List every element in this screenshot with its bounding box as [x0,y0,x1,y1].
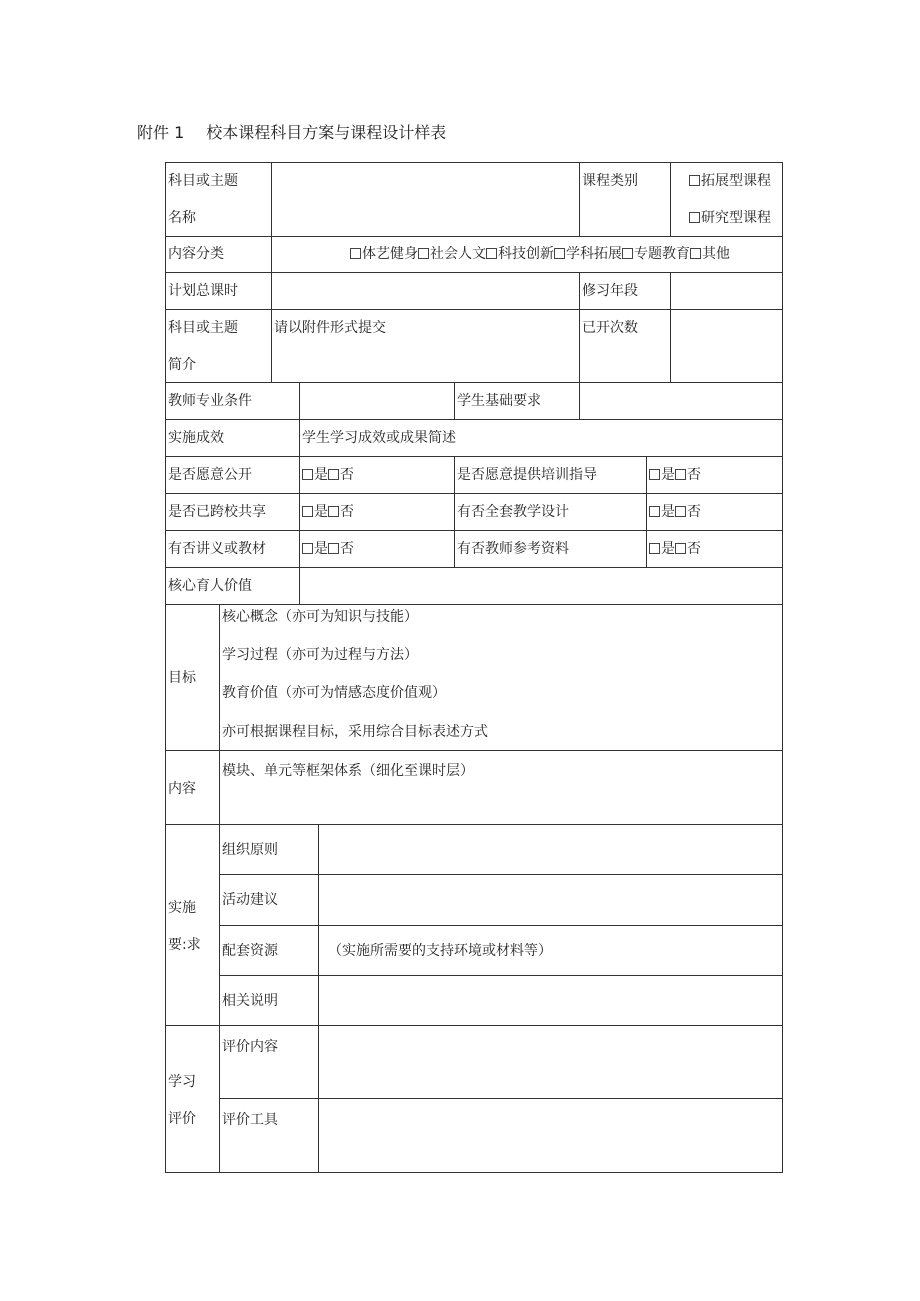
col-divider [271,236,272,382]
checkbox-icon[interactable] [328,543,339,554]
total-hours-input[interactable] [272,273,579,309]
implementation-label-line1: 实施 [168,900,196,916]
impl-resources-label: 配套资源 [222,943,278,959]
training-label: 是否愿意提供培训指导 [457,467,597,483]
category-option[interactable]: 学科拓展 [554,246,622,262]
impl-principle-label: 组织原则 [222,842,278,858]
impl-notes-label: 相关说明 [222,993,278,1009]
handout-label: 有否讲义或教材 [168,541,266,557]
category-option[interactable]: 其他 [690,246,730,262]
core-value-label: 核心育人价值 [168,578,252,594]
col-divider [219,604,220,1172]
checkbox-icon[interactable] [675,506,686,517]
subject-name-label-line2: 名称 [168,210,196,226]
times-opened-input[interactable] [671,310,782,382]
teacher-requirements-input[interactable] [300,383,454,419]
student-requirements-label: 学生基础要求 [457,393,541,409]
impl-activity-input[interactable] [319,875,782,925]
checkbox-icon[interactable] [622,248,633,259]
checkbox-icon[interactable] [689,175,700,186]
checkbox-icon[interactable] [328,469,339,480]
col-divider [670,162,671,236]
teacher-ref-yes-no: 是 否 [649,542,701,556]
teacher-ref-label: 有否教师参考资料 [457,541,569,557]
core-value-input[interactable] [300,568,782,604]
row-divider [165,236,783,237]
row-divider [165,419,783,420]
impl-activity-label: 活动建议 [222,892,278,908]
subject-name-label-line1: 科目或主题 [168,173,238,189]
checkbox-icon[interactable] [649,469,660,480]
eval-content-input[interactable] [319,1026,782,1098]
goal-label: 目标 [168,670,196,686]
category-option[interactable]: 体艺健身 [350,246,418,262]
goal-item: 亦可根据课程目标，采用综合目标表述方式 [222,724,488,740]
outcome-label: 实施成效 [168,430,224,446]
category-option[interactable]: 科技创新 [486,246,554,262]
col-divider [579,272,580,382]
row-divider [219,925,783,926]
subject-name-input[interactable] [272,163,579,236]
goal-item: 核心概念（亦可为知识与技能） [222,609,418,625]
row-divider [165,493,783,494]
checkbox-icon[interactable] [328,506,339,517]
category-option[interactable]: 社会人文 [418,246,486,262]
evaluation-label-line1: 学习 [168,1074,196,1090]
col-divider [454,456,455,567]
implementation-label-line2: 要:求 [168,937,201,953]
open-label: 是否愿意公开 [168,467,252,483]
intro-label-line2: 简介 [168,357,196,373]
checkbox-icon[interactable] [486,248,497,259]
checkbox-icon[interactable] [554,248,565,259]
times-opened-label: 已开次数 [582,320,638,336]
checkbox-icon[interactable] [649,543,660,554]
row-divider [165,530,783,531]
open-yes-no: 是 否 [302,468,354,482]
student-requirements-input[interactable] [580,383,782,419]
title-text: 校本课程科目方案与课程设计样表 [206,123,447,142]
checkbox-icon[interactable] [302,543,313,554]
col-divider [646,456,647,567]
full-design-label: 有否全套教学设计 [457,504,569,520]
table-border-right [782,162,783,1173]
total-hours-label: 计划总课时 [168,283,238,299]
title-prefix: 附件 1 [137,123,185,142]
evaluation-label-line2: 评价 [168,1111,196,1127]
outcome-value: 学生学习成效或成果简述 [302,430,456,446]
eval-content-label: 评价内容 [222,1039,278,1055]
impl-notes-input[interactable] [319,976,782,1025]
checkbox-icon[interactable] [302,506,313,517]
row-divider [165,604,783,605]
checkbox-icon[interactable] [649,506,660,517]
checkbox-icon[interactable] [689,212,700,223]
row-divider [165,750,783,751]
content-category-label: 内容分类 [168,246,224,262]
course-type-option-extended[interactable]: 拓展型课程 [689,174,771,188]
full-design-yes-no: 是 否 [649,505,701,519]
checkbox-icon[interactable] [350,248,361,259]
cross-school-yes-no: 是 否 [302,505,354,519]
handout-yes-no: 是 否 [302,542,354,556]
training-yes-no: 是 否 [649,468,701,482]
category-option[interactable]: 专题教育 [622,246,690,262]
study-grade-input[interactable] [671,273,782,309]
intro-value: 请以附件形式提交 [274,320,386,336]
content-value: 模块、单元等框架体系（细化至课时层） [222,763,474,779]
checkbox-icon[interactable] [302,469,313,480]
eval-tool-input[interactable] [319,1099,782,1172]
eval-tool-label: 评价工具 [222,1112,278,1128]
impl-resources-value: （实施所需要的支持环境或材料等） [328,943,552,959]
checkbox-icon[interactable] [675,543,686,554]
checkbox-icon[interactable] [418,248,429,259]
content-label: 内容 [168,781,196,797]
course-type-option-research[interactable]: 研究型课程 [689,211,771,225]
teacher-requirements-label: 教师专业条件 [168,393,252,409]
impl-principle-input[interactable] [319,825,782,874]
document-title [137,120,446,143]
checkbox-icon[interactable] [675,469,686,480]
content-category-options [350,247,730,261]
goal-item: 教育价值（亦可为情感态度价值观） [222,685,446,701]
row-divider [165,456,783,457]
checkbox-icon[interactable] [690,248,701,259]
course-type-label: 课程类别 [582,173,638,189]
study-grade-label: 修习年段 [582,283,638,299]
goal-item: 学习过程（亦可为过程与方法） [222,647,418,663]
table-border-left [165,162,166,1173]
table-border-bottom [165,1172,783,1173]
col-divider [454,382,455,419]
intro-label-line1: 科目或主题 [168,320,238,336]
cross-school-label: 是否已跨校共享 [168,504,266,520]
col-divider [579,162,580,236]
